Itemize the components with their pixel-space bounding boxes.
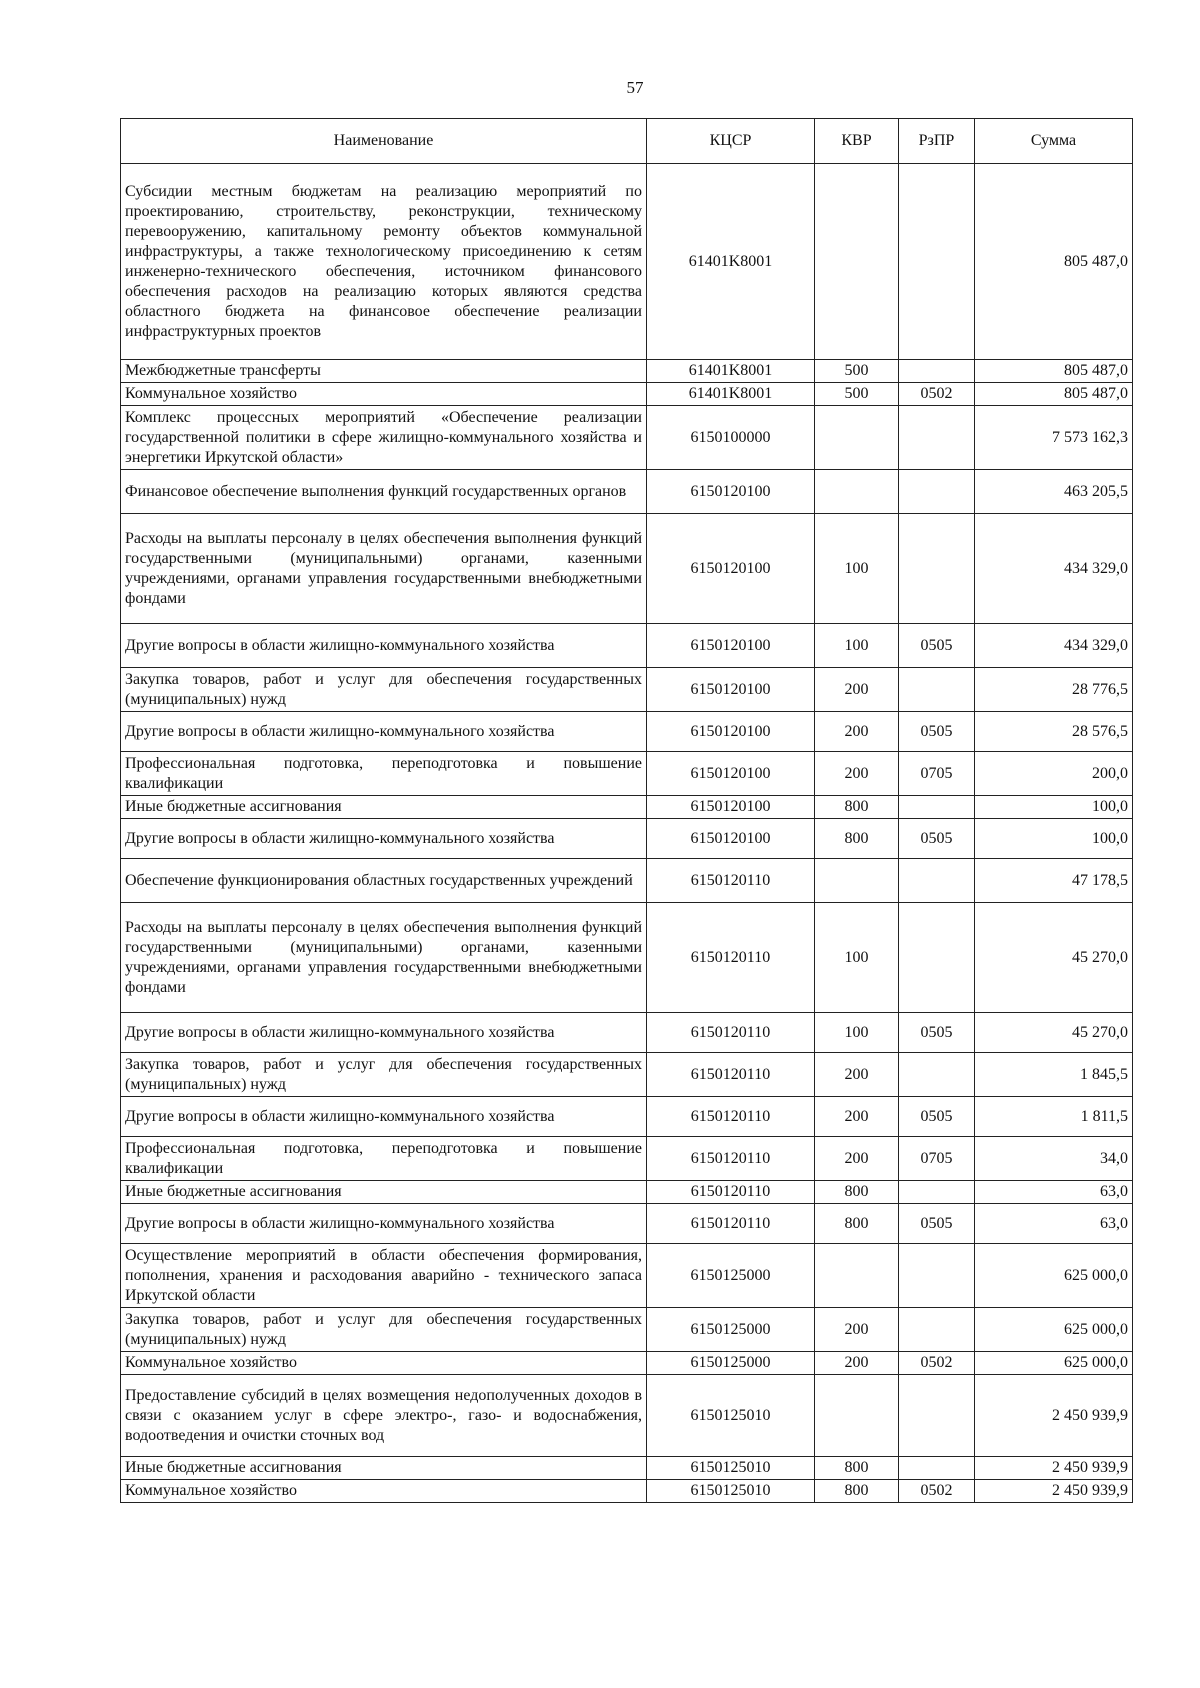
row-name: Иные бюджетные ассигнования <box>121 1457 647 1480</box>
row-kcsr: 6150120110 <box>647 1181 815 1204</box>
row-kcsr: 6150120100 <box>647 796 815 819</box>
row-kvr: 100 <box>815 903 899 1013</box>
row-sum: 2 450 939,9 <box>975 1375 1133 1457</box>
row-kcsr: 6150120110 <box>647 859 815 903</box>
row-sum: 2 450 939,9 <box>975 1480 1133 1503</box>
table-row <box>121 712 1133 752</box>
table-row <box>121 1375 1133 1457</box>
row-rzpr <box>899 406 975 470</box>
table-row <box>121 796 1133 819</box>
budget-table <box>120 118 1133 1503</box>
row-sum: 434 329,0 <box>975 624 1133 668</box>
row-kvr: 800 <box>815 1457 899 1480</box>
table-row <box>121 624 1133 668</box>
row-kvr <box>815 859 899 903</box>
row-name: Субсидии местным бюджетам на реализацию мероприятий по проектированию, строительству, реконструкции, техническому перевооружению, капитальному ремонту объектов коммунальной инфраструктуры, а также технологическому присоединению к сетям инженерно-технического обеспечения, источником финансового обеспечения расходов на реализацию которых являются средства областного бюджета на финансовое обеспечение реализации инфраструктурных проектов <box>121 164 647 360</box>
table-row <box>121 1480 1133 1503</box>
row-name: Коммунальное хозяйство <box>121 1480 647 1503</box>
row-kcsr: 6150120110 <box>647 1053 815 1097</box>
row-sum: 625 000,0 <box>975 1352 1133 1375</box>
table-row <box>121 1053 1133 1097</box>
row-sum: 7 573 162,3 <box>975 406 1133 470</box>
table-row <box>121 1457 1133 1480</box>
row-rzpr <box>899 514 975 624</box>
row-rzpr <box>899 1181 975 1204</box>
row-sum: 805 487,0 <box>975 164 1133 360</box>
row-kvr <box>815 164 899 360</box>
row-kvr: 100 <box>815 624 899 668</box>
row-rzpr <box>899 360 975 383</box>
row-sum: 63,0 <box>975 1204 1133 1244</box>
row-kvr: 100 <box>815 514 899 624</box>
row-kcsr: 6150120100 <box>647 819 815 859</box>
row-name: Обеспечение функционирования областных государственных учреждений <box>121 859 647 903</box>
row-kcsr: 6150125010 <box>647 1480 815 1503</box>
row-name: Финансовое обеспечение выполнения функций государственных органов <box>121 470 647 514</box>
row-name: Закупка товаров, работ и услуг для обеспечения государственных (муниципальных) нужд <box>121 668 647 712</box>
row-sum: 625 000,0 <box>975 1244 1133 1308</box>
table-row <box>121 406 1133 470</box>
row-rzpr <box>899 164 975 360</box>
row-name: Другие вопросы в области жилищно-коммунального хозяйства <box>121 1097 647 1137</box>
row-name: Другие вопросы в области жилищно-коммунального хозяйства <box>121 712 647 752</box>
row-name: Иные бюджетные ассигнования <box>121 796 647 819</box>
header-kvr: КВР <box>815 119 899 164</box>
row-rzpr: 0505 <box>899 1013 975 1053</box>
row-kvr: 500 <box>815 383 899 406</box>
row-kcsr: 6150120110 <box>647 1204 815 1244</box>
row-rzpr <box>899 796 975 819</box>
table-row <box>121 360 1133 383</box>
row-kcsr: 6150120110 <box>647 1137 815 1181</box>
header-rzpr: РзПР <box>899 119 975 164</box>
row-kvr <box>815 470 899 514</box>
row-kcsr: 6150120100 <box>647 752 815 796</box>
row-name: Профессиональная подготовка, переподготовка и повышение квалификации <box>121 1137 647 1181</box>
table-row <box>121 752 1133 796</box>
row-rzpr: 0505 <box>899 712 975 752</box>
row-kcsr: 6150120110 <box>647 903 815 1013</box>
row-sum: 805 487,0 <box>975 383 1133 406</box>
row-rzpr <box>899 1375 975 1457</box>
table-row <box>121 1204 1133 1244</box>
row-kvr: 200 <box>815 1308 899 1352</box>
row-name: Другие вопросы в области жилищно-коммунального хозяйства <box>121 1013 647 1053</box>
row-kvr: 800 <box>815 819 899 859</box>
row-name: Коммунальное хозяйство <box>121 383 647 406</box>
row-sum: 463 205,5 <box>975 470 1133 514</box>
table-row <box>121 1137 1133 1181</box>
row-kvr: 200 <box>815 1352 899 1375</box>
row-sum: 28 776,5 <box>975 668 1133 712</box>
row-name: Расходы на выплаты персоналу в целях обеспечения выполнения функций государственными (муниципальными) органами, казенными учреждениями, органами управления государственными внебюджетными фондами <box>121 903 647 1013</box>
row-kcsr: 6150120100 <box>647 712 815 752</box>
row-kvr: 200 <box>815 1137 899 1181</box>
row-rzpr: 0502 <box>899 383 975 406</box>
row-kcsr: 6150120100 <box>647 624 815 668</box>
row-name: Закупка товаров, работ и услуг для обеспечения государственных (муниципальных) нужд <box>121 1053 647 1097</box>
row-sum: 434 329,0 <box>975 514 1133 624</box>
row-kvr: 200 <box>815 712 899 752</box>
row-kcsr: 6150120100 <box>647 668 815 712</box>
row-sum: 47 178,5 <box>975 859 1133 903</box>
row-kvr: 100 <box>815 1013 899 1053</box>
table-row <box>121 1013 1133 1053</box>
row-sum: 45 270,0 <box>975 1013 1133 1053</box>
row-name: Комплекс процессных мероприятий «Обеспечение реализации государственной политики в сфере жилищно-коммунального хозяйства и энергетики Иркутской области» <box>121 406 647 470</box>
table-row <box>121 903 1133 1013</box>
row-name: Иные бюджетные ассигнования <box>121 1181 647 1204</box>
row-rzpr <box>899 1053 975 1097</box>
row-kvr: 800 <box>815 1181 899 1204</box>
row-sum: 63,0 <box>975 1181 1133 1204</box>
table-row <box>121 668 1133 712</box>
row-kcsr: 61401K8001 <box>647 360 815 383</box>
row-name: Другие вопросы в области жилищно-коммунального хозяйства <box>121 819 647 859</box>
row-rzpr: 0505 <box>899 1204 975 1244</box>
row-rzpr <box>899 903 975 1013</box>
row-name: Предоставление субсидий в целях возмещения недополученных доходов в связи с оказанием услуг в сфере электро-, газо- и водоснабжения, водоотведения и очистки сточных вод <box>121 1375 647 1457</box>
table-row <box>121 859 1133 903</box>
table-row <box>121 819 1133 859</box>
row-sum: 2 450 939,9 <box>975 1457 1133 1480</box>
row-rzpr: 0502 <box>899 1352 975 1375</box>
row-kvr: 200 <box>815 1053 899 1097</box>
row-sum: 200,0 <box>975 752 1133 796</box>
row-name: Коммунальное хозяйство <box>121 1352 647 1375</box>
table-row <box>121 514 1133 624</box>
row-kvr: 800 <box>815 1204 899 1244</box>
row-sum: 34,0 <box>975 1137 1133 1181</box>
row-sum: 45 270,0 <box>975 903 1133 1013</box>
table-row <box>121 470 1133 514</box>
row-kvr <box>815 1375 899 1457</box>
row-sum: 100,0 <box>975 819 1133 859</box>
row-rzpr: 0505 <box>899 819 975 859</box>
row-rzpr <box>899 859 975 903</box>
row-kcsr: 6150120110 <box>647 1097 815 1137</box>
header-sum: Сумма <box>975 119 1133 164</box>
row-kvr: 200 <box>815 668 899 712</box>
row-kvr <box>815 406 899 470</box>
table-header-row <box>121 119 1133 164</box>
page-number: 57 <box>626 78 644 97</box>
row-kcsr: 6150125000 <box>647 1244 815 1308</box>
row-sum: 100,0 <box>975 796 1133 819</box>
row-rzpr: 0502 <box>899 1480 975 1503</box>
table-row <box>121 1097 1133 1137</box>
row-rzpr <box>899 1308 975 1352</box>
table-row <box>121 164 1133 360</box>
row-kcsr: 6150125010 <box>647 1375 815 1457</box>
row-kvr: 800 <box>815 796 899 819</box>
row-kcsr: 61401K8001 <box>647 164 815 360</box>
row-kcsr: 6150120110 <box>647 1013 815 1053</box>
table-row <box>121 1181 1133 1204</box>
row-name: Другие вопросы в области жилищно-коммунального хозяйства <box>121 624 647 668</box>
row-kcsr: 6150120100 <box>647 470 815 514</box>
header-kcsr: КЦСР <box>647 119 815 164</box>
header-name: Наименование <box>121 119 647 164</box>
row-rzpr: 0505 <box>899 624 975 668</box>
row-kvr: 200 <box>815 1097 899 1137</box>
row-kcsr: 6150120100 <box>647 514 815 624</box>
row-kcsr: 6150100000 <box>647 406 815 470</box>
table-row <box>121 1352 1133 1375</box>
row-rzpr <box>899 668 975 712</box>
row-name: Профессиональная подготовка, переподготовка и повышение квалификации <box>121 752 647 796</box>
row-kvr: 500 <box>815 360 899 383</box>
row-sum: 625 000,0 <box>975 1308 1133 1352</box>
table-row <box>121 383 1133 406</box>
row-sum: 28 576,5 <box>975 712 1133 752</box>
table-row <box>121 1308 1133 1352</box>
row-name: Другие вопросы в области жилищно-коммунального хозяйства <box>121 1204 647 1244</box>
row-name: Осуществление мероприятий в области обеспечения формирования, пополнения, хранения и расходования аварийно - технического запаса Иркутской области <box>121 1244 647 1308</box>
row-name: Расходы на выплаты персоналу в целях обеспечения выполнения функций государственными (муниципальными) органами, казенными учреждениями, органами управления государственными внебюджетными фондами <box>121 514 647 624</box>
row-rzpr: 0705 <box>899 1137 975 1181</box>
row-kvr: 200 <box>815 752 899 796</box>
row-rzpr: 0705 <box>899 752 975 796</box>
row-kvr <box>815 1244 899 1308</box>
row-kcsr: 6150125000 <box>647 1308 815 1352</box>
row-name: Межбюджетные трансферты <box>121 360 647 383</box>
row-rzpr: 0505 <box>899 1097 975 1137</box>
row-sum: 1 811,5 <box>975 1097 1133 1137</box>
row-name: Закупка товаров, работ и услуг для обеспечения государственных (муниципальных) нужд <box>121 1308 647 1352</box>
row-sum: 1 845,5 <box>975 1053 1133 1097</box>
row-rzpr <box>899 1457 975 1480</box>
row-rzpr <box>899 1244 975 1308</box>
table-row <box>121 1244 1133 1308</box>
row-sum: 805 487,0 <box>975 360 1133 383</box>
row-kvr: 800 <box>815 1480 899 1503</box>
row-kcsr: 6150125010 <box>647 1457 815 1480</box>
row-rzpr <box>899 470 975 514</box>
row-kcsr: 61401K8001 <box>647 383 815 406</box>
row-kcsr: 6150125000 <box>647 1352 815 1375</box>
